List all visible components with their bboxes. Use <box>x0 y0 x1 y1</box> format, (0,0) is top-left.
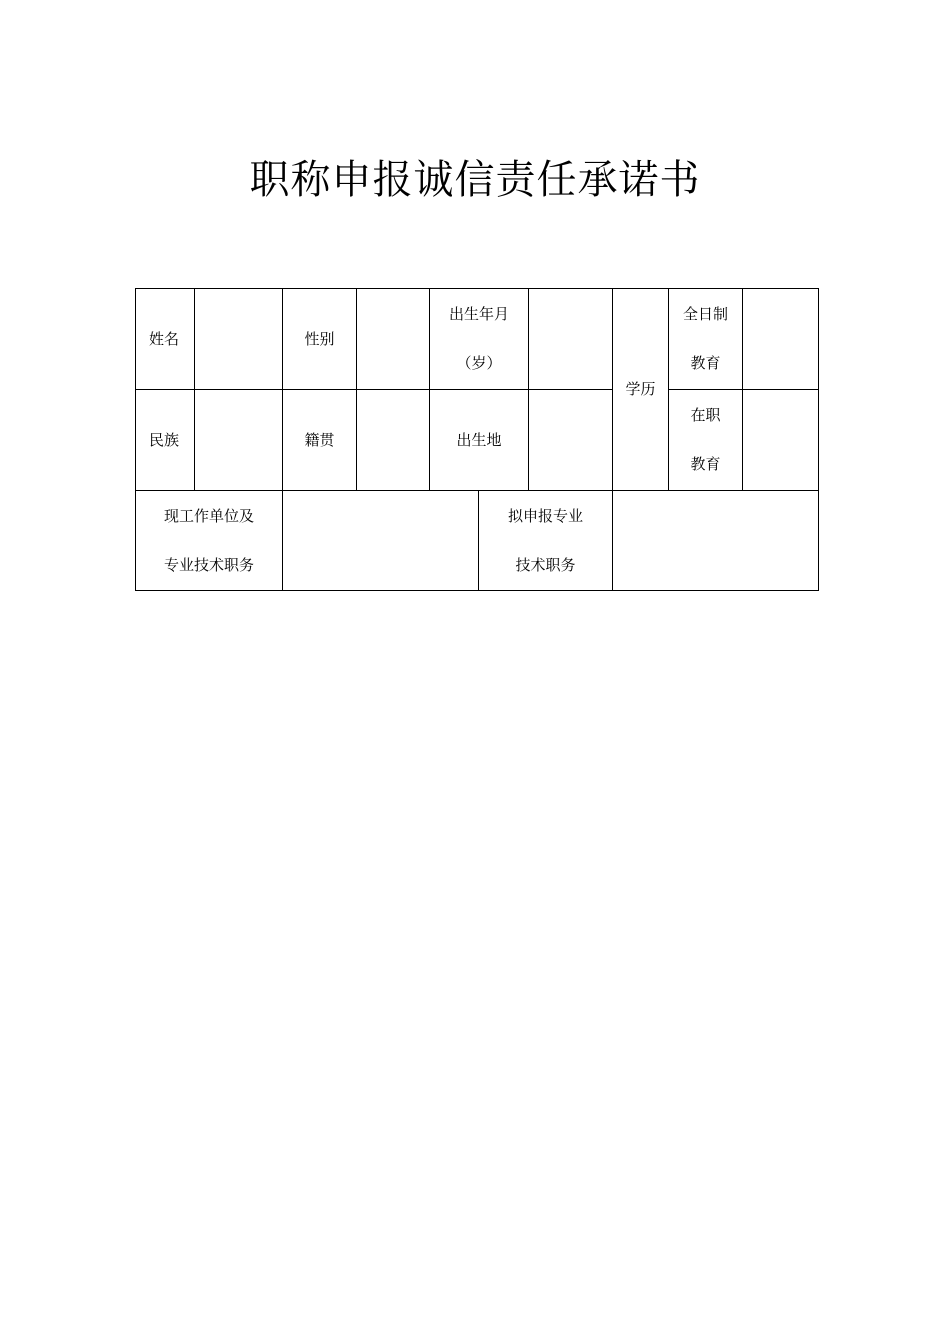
table-row-3 <box>136 491 819 591</box>
gender-value-field[interactable] <box>357 289 430 390</box>
fulltime-education-label-line1: 全日制 <box>683 305 729 323</box>
birthplace-value-field[interactable] <box>529 390 613 491</box>
inservice-education-label-line1: 在职 <box>690 406 721 424</box>
name-label: 姓名 <box>136 289 195 390</box>
education-label: 学历 <box>613 289 669 491</box>
current-unit-label-line2: 专业技术职务 <box>163 555 254 574</box>
birth-date-label-line1: 出生年月 <box>449 305 510 323</box>
ethnicity-value-field[interactable] <box>195 390 283 491</box>
fulltime-education-value-field[interactable] <box>743 289 819 390</box>
current-unit-label-line1: 现工作单位及 <box>163 506 254 525</box>
fulltime-education-label-line2: 教育 <box>690 354 721 372</box>
birth-date-label <box>430 289 529 390</box>
fulltime-education-label <box>669 289 743 390</box>
birthplace-label: 出生地 <box>430 390 529 491</box>
inservice-education-value-field[interactable] <box>743 390 819 491</box>
proposed-title-value-field[interactable] <box>613 491 819 591</box>
gender-label: 性别 <box>283 289 357 390</box>
inservice-education-label <box>669 390 743 491</box>
birth-date-label-line2: （岁） <box>456 354 502 372</box>
ethnicity-label: 民族 <box>136 390 195 491</box>
application-form-table <box>135 288 819 591</box>
proposed-title-label <box>479 491 613 591</box>
table-row-2 <box>136 390 819 491</box>
page-title: 职称申报诚信责任承诺书 <box>249 157 701 203</box>
current-unit-value-field[interactable] <box>283 491 479 591</box>
proposed-title-label-line1: 拟申报专业 <box>508 506 584 525</box>
native-place-label: 籍贯 <box>283 390 357 491</box>
birth-date-value-field[interactable] <box>529 289 613 390</box>
name-value-field[interactable] <box>195 289 283 390</box>
table-row-1 <box>136 289 819 390</box>
proposed-title-label-line2: 技术职务 <box>515 555 576 574</box>
native-place-value-field[interactable] <box>357 390 430 491</box>
current-unit-label <box>136 491 283 591</box>
inservice-education-label-line2: 教育 <box>690 455 721 473</box>
